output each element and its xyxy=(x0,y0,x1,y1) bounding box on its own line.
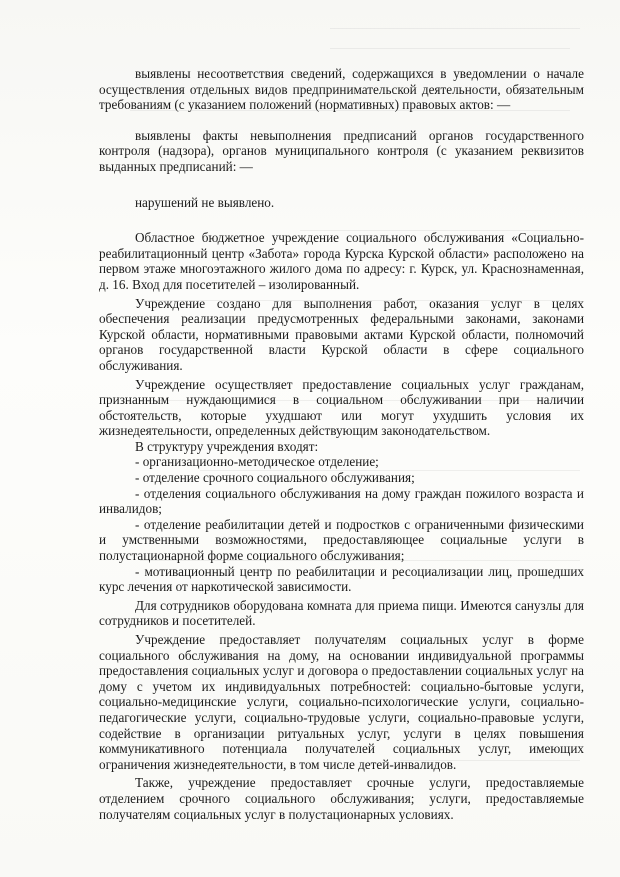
paragraph-home-services: Учреждение предоставляет получателям социальных услуг в форме социального обслуживания на дому, на основании индивидуальной программы предоставления социальных услуг и договора о предоставлении социальных услуг на дому с учетом их индивидуальных потребностей: социально-бытовые услуги, социально-медицинские услуги, социально-психологические услуги, социально-педагогические услуги, социально-трудовые услуги, социально-правовые услуги, содействие в организации ритуальных услуг, услуги в целях повышения коммуникативного потенциала получателей социальных услуг, имеющих ограничения жизнедеятельности, в том числе детей-инвалидов. xyxy=(99,632,584,772)
paragraph-services-provision: Учреждение осуществляет предоставление социальных услуг гражданам, признанным нуждающимися в социальном обслуживании при наличии обстоятельств, которые ухудшают или могут ухудшить условия их жизнедеятельности, определенных действующим законодательством. xyxy=(99,376,584,439)
structure-list-item: - отделения социального обслуживания на дому граждан пожилого возраста и инвалидов; xyxy=(99,485,584,517)
structure-list-item: - мотивационный центр по реабилитации и ресоциализации лиц, прошедших курс лечения от наркотической зависимости. xyxy=(99,563,584,595)
paragraph-urgent-services: Также, учреждение предоставляет срочные услуги, предоставляемые отделением срочного социального обслуживания; услуги, предоставляемые получателям социальных услуг в полустационарных условиях. xyxy=(99,775,584,822)
paragraph-structure-intro: В структуру учреждения входят: xyxy=(135,438,319,454)
structure-list xyxy=(99,454,584,594)
paragraph-institution-purpose: Учреждение создано для выполнения работ, оказания услуг в целях обеспечения реализации предусмотренных федеральными законами, законами Курской области, нормативными правовыми актами Курской области, полномочий органов государственной власти Курской области в сфере социального обслуживания. xyxy=(99,295,584,373)
structure-list-item: - отделение реабилитации детей и подростков с ограниченными физическими и умственными возможностями, предоставляющее социальные услуги в полустационарной форме социального обслуживания; xyxy=(99,516,584,564)
paragraph-institution-location: Областное бюджетное учреждение социального обслуживания «Социально-реабилитационный центр «Забота» города Курска Курской области» расположено на первом этаже многоэтажного жилого дома по адресу: г. Курск, ул. Краснознаменная, д. 16. Вход для посетителей – изолированный. xyxy=(99,230,584,292)
structure-list-item: - отделение срочного социального обслуживания; xyxy=(135,470,415,486)
paragraph-staff-facilities: Для сотрудников оборудована комната для приема пищи. Имеются санузлы для сотрудников и посетителей. xyxy=(99,597,584,629)
paragraph-discrepancies: выявлены несоответствия сведений, содержащихся в уведомлении о начале осуществления отдельных видов предпринимательской деятельности, обязательным требованиям (с указанием положений (нормативных) правовых актов: — xyxy=(99,66,584,113)
structure-list-item: - организационно-методическое отделение; xyxy=(135,454,379,470)
paragraph-noncompliance: выявлены факты невыполнения предписаний органов государственного контроля (надзора), органов муниципального контроля (с указанием реквизитов выданных предписаний: — xyxy=(99,127,584,174)
document-body xyxy=(99,66,584,822)
paragraph-no-violations: нарушений не выявлено. xyxy=(135,194,275,210)
